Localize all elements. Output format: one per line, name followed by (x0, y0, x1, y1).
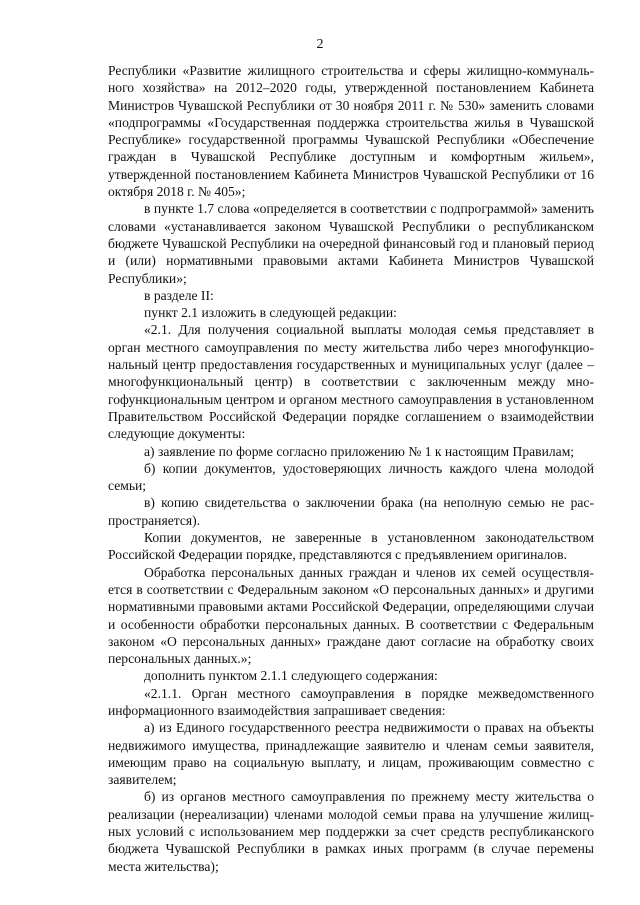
paragraph: б) копии документов, удостоверяющих личность каждого члена молодой семьи; (108, 460, 594, 494)
paragraph: в пункте 1.7 слова «определяется в соответствии с подпрограммой» заменить словами «устанавливается законом Чувашской Республики о республиканском бюджете Чувашской Республики на очередной финансовый год и плановый период и (или) нормативными правовыми актами Кабинета Министров Чувашской Республики»; (108, 201, 594, 286)
paragraph: пункт 2.1 изложить в следующей редакции: (144, 305, 397, 321)
paragraph: в разделе II: (144, 287, 214, 303)
document-body (108, 62, 594, 875)
paragraph: а) из Единого государственного реестра недвижимости о правах на объекты недвижимого имущества, принадлежащие заявителю и членам семьи заявителя, имеющим право на социальную выплату, и лицам, проживающим совместно с заявителем; (108, 720, 594, 788)
paragraph: Копии документов, не заверенные в установленном законодательством Российской Федерации порядке, представляются с предъявлением оригиналов. (108, 530, 594, 563)
paragraph: Обработка персональных данных граждан и членов их семей осуществляется в соответствии с Федеральным законом «О персональных данных» и другими нормативными правовыми актами Российской Федерации, определяющими случаи и особенности обработки персональных данных. В соответствии с Федеральным законом «О персональных данных» граждане дают согласие на обработку своих персональных данных.»; (108, 564, 594, 667)
paragraph: «2.1. Для получения социальной выплаты молодая семья представляет в орган местного самоуправления по месту жительства либо через многофункциональный центр предоставления государственных и муниципальных услуг (далее – многофункциональный центр) в соответствии с заключенным между многофункциональным центром и органом местного самоуправления в установленном Правительством Российской Федерации порядке соглашением о взаимодействии следующие документы: (108, 322, 594, 442)
page-number: 2 (316, 37, 324, 52)
paragraph: дополнить пунктом 2.1.1 следующего содержания: (144, 668, 438, 684)
paragraph: в) копию свидетельства о заключении брака (на неполную семью не распространяется). (108, 495, 594, 528)
paragraph: б) из органов местного самоуправления по прежнему месту жительства о реализации (нереализации) членами молодой семьи права на улучшение жилищных условий с использованием мер поддержки за счет средств республиканского бюджета Чувашской Республики в рамках иных программ (в случае перемены места жительства); (108, 789, 594, 874)
paragraph: Республики «Развитие жилищного строительства и сферы жилищно-коммунального хозяйства» на 2012–2020 годы, утвержденной постановлением Кабинета Министров Чувашской Республики от 30 ноября 2011 г. № 530» заменить словами «подпрограммы «Государственная поддержка строительства жилья в Чувашской Республике» государственной программы Чувашской Республики «Обеспечение граждан в Чувашской Республике доступным и комфортным жильем», утвержденной постановлением Кабинета Министров Чувашской Республики от 16 октября 2018 г. № 405»; (108, 63, 594, 200)
paragraph: «2.1.1. Орган местного самоуправления в порядке межведомственного информационного взаимодействия запрашивает сведения: (108, 685, 594, 718)
paragraph: а) заявление по форме согласно приложению № 1 к настоящим Правилам; (144, 443, 575, 459)
